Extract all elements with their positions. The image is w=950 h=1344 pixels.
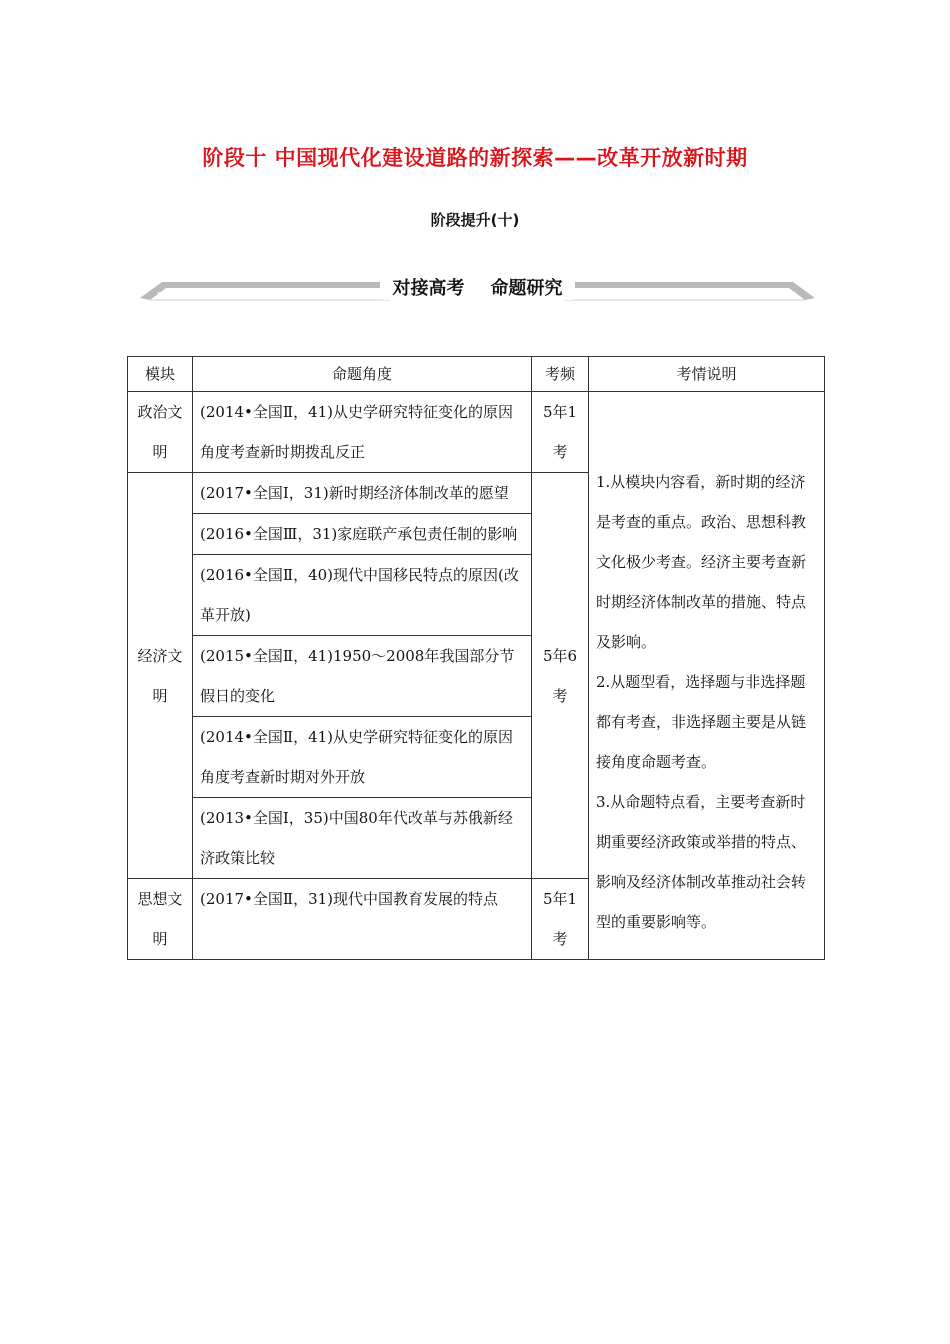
angle-cell: (2014•全国Ⅱ，41)从史学研究特征变化的原因角度考查新时期拨乱反正 <box>193 392 532 473</box>
freq-cell: 5年6考 <box>532 473 589 879</box>
freq-cell: 5年1考 <box>532 879 589 960</box>
module-cell: 政治文明 <box>128 392 193 473</box>
banner-right-text: 命题研究 <box>490 278 563 299</box>
angle-cell: (2017•全国Ⅱ，31)现代中国教育发展的特点 <box>193 879 532 960</box>
header-angle: 命题角度 <box>193 357 532 392</box>
svg-text:»: » <box>156 287 163 300</box>
module-cell: 思想文明 <box>128 879 193 960</box>
angle-cell: (2015•全国Ⅱ，41)1950～2008年我国部分节假日的变化 <box>193 636 532 717</box>
header-freq: 考频 <box>532 357 589 392</box>
angle-cell: (2017•全国Ⅰ，31)新时期经济体制改革的愿望 <box>193 473 532 514</box>
table-row <box>128 392 825 473</box>
angle-cell: (2016•全国Ⅲ，31)家庭联产承包责任制的影响 <box>193 514 532 555</box>
angle-cell: (2014•全国Ⅱ，41)从史学研究特征变化的原因角度考查新时期对外开放 <box>193 717 532 798</box>
header-module: 模块 <box>128 357 193 392</box>
note-item: 2.从题型看，选择题与非选择题都有考查，非选择题主要是从链接角度命题考查。 <box>596 673 807 771</box>
notes-cell <box>589 392 825 960</box>
note-item: 1.从模块内容看，新时期的经济是考查的重点。政治、思想科教文化极少考查。经济主要考查新时期经济体制改革的措施、特点及影响。 <box>596 473 807 651</box>
note-item: 3.从命题特点看，主要考查新时期重要经济政策或举措的特点、影响及经济体制改革推动社会转型的重要影响等。 <box>596 793 807 931</box>
section-banner <box>140 268 815 312</box>
exam-analysis-table <box>127 356 825 960</box>
header-notes: 考情说明 <box>589 357 825 392</box>
module-cell: 经济文明 <box>128 473 193 879</box>
angle-cell: (2016•全国Ⅱ，40)现代中国移民特点的原因(改革开放) <box>193 555 532 636</box>
table-header-row <box>128 357 825 392</box>
angle-cell: (2013•全国Ⅰ，35)中国80年代改革与苏俄新经济政策比较 <box>193 798 532 879</box>
banner-left-text: 对接高考 <box>392 278 465 299</box>
svg-text:«: « <box>790 287 797 300</box>
page-subtitle: 阶段提升(十) <box>430 211 520 229</box>
freq-cell: 5年1考 <box>532 392 589 473</box>
page-title: 阶段十 中国现代化建设道路的新探索——改革开放新时期 <box>202 146 748 170</box>
